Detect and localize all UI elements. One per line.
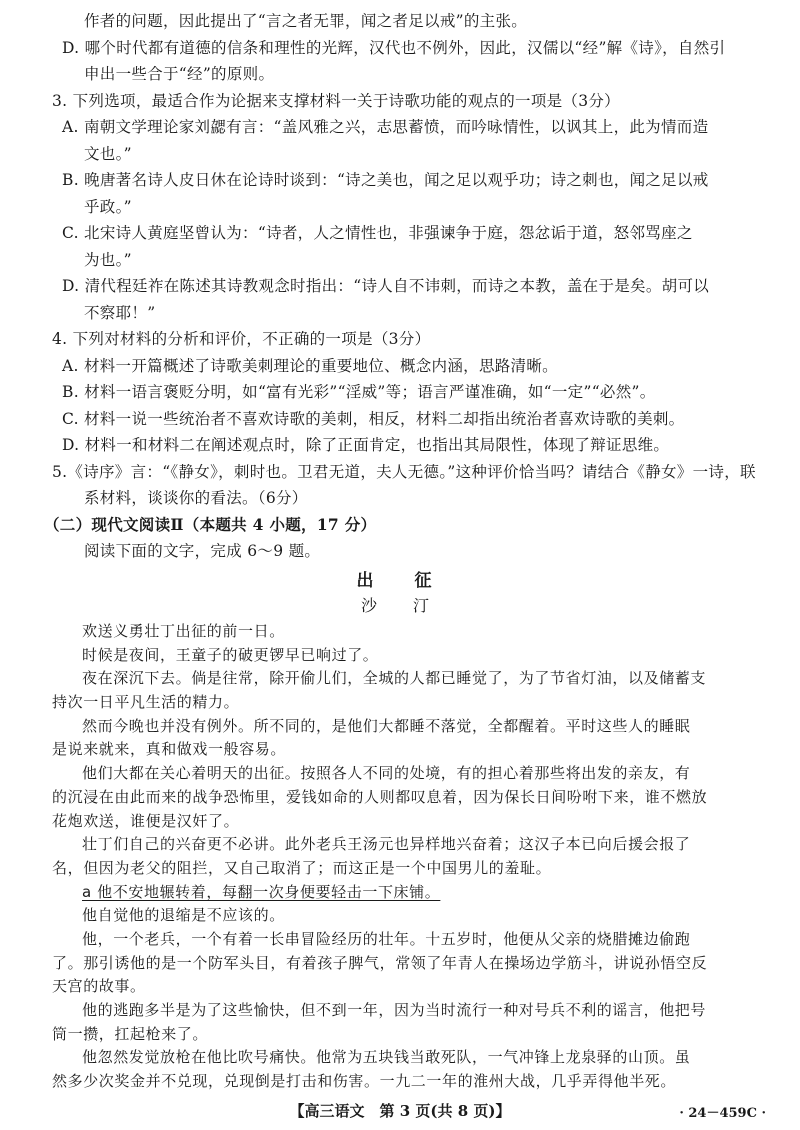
text-line: 申出一些合于“经”的原则。: [84, 65, 275, 83]
story-line: 筒一攒，扛起枪来了。: [52, 1024, 209, 1043]
question-4: 4. 下列对材料的分析和评价，不正确的一项是（3分）: [52, 330, 431, 348]
story-paragraph: 欢送义勇壮丁出征的前一日。: [82, 622, 285, 640]
story-paragraph: 夜在深沉下去。倘是往常，除开偷儿们，全城的人都已睡觉了，为了节省灯油，以及储蓄支: [82, 669, 707, 688]
option-b: B. 晚唐著名诗人皮日休在论诗时谈到：“诗之美也，闻之足以观乎功；诗之刺也，闻之足以戒: [62, 171, 709, 189]
text-line: 乎政。”: [84, 198, 132, 216]
text-line: 系材料，谈谈你的看法。（6分）: [84, 489, 308, 507]
story-line: 持次一日平凡生活的精力。: [52, 693, 240, 712]
page-footer: 【高三语文 第 3 页(共 8 页)】: [289, 1102, 511, 1120]
story-paragraph: 他忽然发觉放枪在他比吹号痛快。他常为五块钱当敢死队，一气冲锋上龙泉驿的山顶。虽: [82, 1048, 691, 1067]
option-b: B. 材料一语言褒贬分明，如“富有光彩”“淫威”等；语言严谨准确，如“一定”“必然”。: [62, 383, 656, 401]
story-line: 了。那引诱他的是一个防军头目，有着孩子脾气，常领了年青人在操场边学筋斗，讲说孙悟空反: [52, 953, 708, 972]
exam-code: · 24－459C ·: [679, 1106, 766, 1121]
story-paragraph: 然而今晚也并没有例外。所不同的，是他们大都睡不落觉，全都醒着。平时这些人的睡眠: [82, 716, 691, 735]
story-paragraph: 他的逃跑多半是为了这些愉快，但不到一年，因为当时流行一种对号兵不利的谣言，他把号: [82, 1000, 707, 1019]
underlined-sentence-a: a 他不安地辗转着，每翻一次身便要轻击一下床铺。: [82, 882, 441, 901]
question-3: 3. 下列选项，最适合作为论据来支撑材料一关于诗歌功能的观点的一项是（3分）: [52, 92, 620, 110]
story-line: 名，但因为老父的阻拦，又自己取消了；而这正是一个中国男儿的羞耻。: [52, 858, 552, 877]
story-title: 出 征: [356, 571, 444, 591]
option-d: D. 材料一和材料二在阐述观点时，除了正面肯定，也指出其局限性，体现了辩证思维。: [62, 436, 670, 454]
instruction: 阅读下面的文字，完成 6～9 题。: [84, 542, 321, 560]
option-a: A. 材料一开篇概述了诗歌美刺理论的重要地位、概念内涵，思路清晰。: [62, 357, 558, 375]
story-paragraph: 然多少次奖金并不兑现，兑现倒是打击和伤害。一九二一年的淮州大战，几乎弄得他半死。: [52, 1072, 677, 1090]
option-c: C. 材料一说一些统治者不喜欢诗歌的美刺，相反，材料二却指出统治者喜欢诗歌的美刺。: [62, 410, 685, 428]
story-line: 花炮欢送，谁便是汉奸了。: [52, 811, 240, 830]
story-paragraph: 他自觉他的退缩是不应该的。: [82, 906, 285, 925]
story-paragraph: 时候是夜间，王童子的破更锣早已响过了。: [82, 645, 379, 664]
story-paragraph: 他，一个老兵，一个有着一长串冒险经历的壮年。十五岁时，他便从父亲的烧腊摊边偷跑: [82, 929, 691, 948]
section-heading: （二）现代文阅读Ⅱ（本题共 4 小题，17 分）: [44, 515, 377, 534]
option-d: D. 清代程廷祚在陈述其诗教观念时指出：“诗人自不讳刺，而诗之本教，盖在于是矣。胡可以: [62, 277, 710, 295]
story-line: 的沉浸在由此而来的战争恐怖里，爱钱如命的人则都叹息着，因为保长日间吩咐下来，谁不燃放: [52, 787, 708, 806]
story-paragraph: 他们大都在关心着明天的出征。按照各人不同的处境，有的担心着那些将出发的亲友，有: [82, 764, 691, 783]
text-line: 文也。”: [84, 145, 132, 163]
option-c: C. 北宋诗人黄庭坚曾认为：“诗者，人之情性也，非强谏争于庭，怨忿诟于道，怒邻骂座之: [62, 224, 693, 242]
story-line: 天宫的故事。: [52, 977, 146, 996]
text-line: 作者的问题，因此提出了“言之者无罪，闻之者足以戒”的主张。: [84, 12, 528, 30]
text-line: 不察耶！”: [84, 304, 156, 322]
option-a: A. 南朝文学理论家刘勰有言：“盖风雅之兴，志思蓄愤，而吟咏情性，以讽其上，此为情而造: [62, 118, 709, 136]
story-paragraph: 壮丁们自己的兴奋更不必讲。此外老兵王汤元也异样地兴奋着；这汉子本已向后援会报了: [82, 835, 691, 854]
story-author: 沙 汀: [360, 596, 439, 615]
question-5: 5.《诗序》言：“《静女》，刺时也。卫君无道，夫人无德。”这种评价恰当吗？请结合《静女》一诗，联: [52, 463, 756, 481]
text-line: 为也。”: [84, 251, 132, 269]
option-line: D. 哪个时代都有道德的信条和理性的光辉，汉代也不例外，因此，汉儒以“经”解《诗》，自然引: [62, 39, 726, 57]
story-line: 是说来就来，真和做戏一般容易。: [52, 740, 287, 759]
